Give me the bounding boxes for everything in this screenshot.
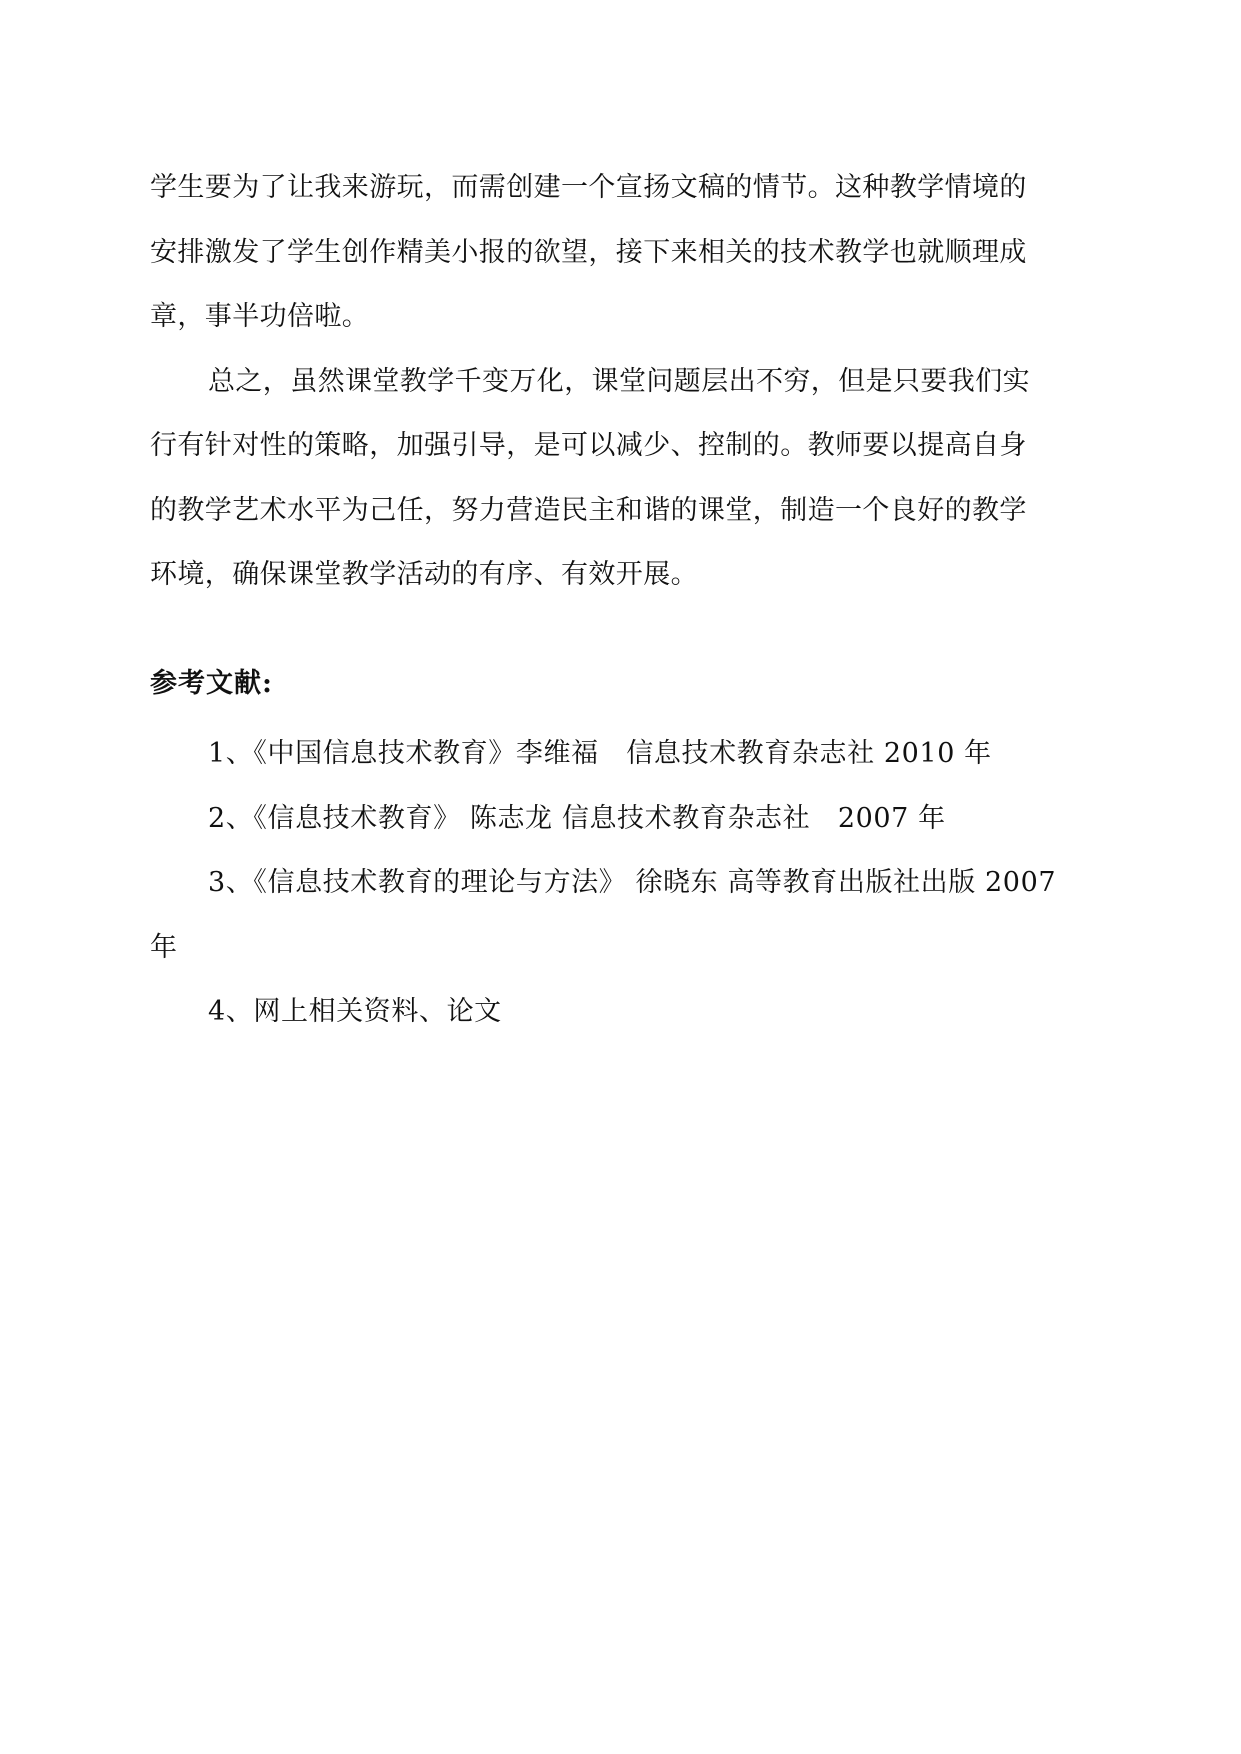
reference-item: 4、网上相关资料、论文 [208,996,502,1027]
references-heading: 参考文献: [150,668,273,699]
paragraph-line: 的教学艺术水平为己任，努力营造民主和谐的课堂，制造一个良好的教学 [150,494,1027,526]
reference-item: 3、《信息技术教育的理论与方法》 徐晓东 高等教育出版社出版 2007 [208,867,1057,898]
references-list [150,722,1110,1045]
paragraph-line: 总之，虽然课堂教学千变万化，课堂问题层出不穷，但是只要我们实 [208,365,1030,397]
reference-item: 1、《中国信息技术教育》李维福 信息技术教育杂志社 2010 年 [208,738,992,769]
paragraph-line: 安排激发了学生创作精美小报的欲望，接下来相关的技术教学也就顺理成 [150,236,1027,268]
body-text [150,156,1090,608]
reference-item-continuation: 年 [150,931,178,963]
paragraph-line: 章，事半功倍啦。 [150,301,370,332]
reference-item: 2、《信息技术教育》 陈志龙 信息技术教育杂志社 2007 年 [208,802,946,834]
paragraph-line: 环境，确保课堂教学活动的有序、有效开展。 [150,559,698,590]
paragraph-line: 学生要为了让我来游玩，而需创建一个宣扬文稿的情节。这种教学情境的 [150,172,1027,203]
paragraph-line: 行有针对性的策略，加强引导，是可以减少、控制的。教师要以提高自身 [150,430,1027,461]
